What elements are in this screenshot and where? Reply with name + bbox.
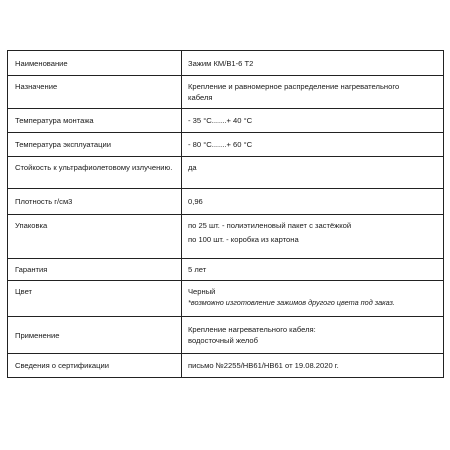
value-line: Крепление и равномерное распределение нагревательного xyxy=(188,82,400,91)
row-label: Гарантия xyxy=(8,259,182,281)
row-value xyxy=(182,189,444,215)
row-value xyxy=(182,259,444,281)
row-value xyxy=(182,281,444,317)
row-value xyxy=(182,133,444,157)
row-value xyxy=(182,354,444,378)
row-value xyxy=(182,317,444,354)
row-value xyxy=(182,109,444,133)
value-line: Крепление нагревательного кабеля: xyxy=(188,325,316,334)
row-label: Упаковка xyxy=(8,215,182,259)
table-row xyxy=(8,133,444,157)
row-value xyxy=(182,215,444,259)
row-label: Применение xyxy=(8,317,182,354)
value-line: - 80 °С.......+ 60 °С xyxy=(188,140,253,149)
table-row xyxy=(8,281,444,317)
table-row xyxy=(8,76,444,109)
row-label: Цвет xyxy=(8,281,182,317)
row-label: Температура монтажа xyxy=(8,109,182,133)
row-label: Температура эксплуатации xyxy=(8,133,182,157)
value-line: 5 лет xyxy=(188,265,207,274)
table-row xyxy=(8,259,444,281)
value-line: письмо №2255/НВ61/НВ61 от 19.08.2020 г. xyxy=(188,361,339,370)
row-label: Плотность г/см3 xyxy=(8,189,182,215)
row-label: Сведения о сертификации xyxy=(8,354,182,378)
value-line: Черный xyxy=(188,287,216,296)
table-row xyxy=(8,215,444,259)
table-row xyxy=(8,317,444,354)
row-label: Наименование xyxy=(8,51,182,76)
value-line: кабеля xyxy=(188,93,213,102)
value-line: - 35 °С.......+ 40 °С xyxy=(188,116,253,125)
row-value xyxy=(182,157,444,189)
value-line: водосточный желоб xyxy=(188,336,259,345)
table-row xyxy=(8,109,444,133)
value-line: по 25 шт. - полиэтиленовый пакет с застёжкой xyxy=(188,221,352,230)
table-row xyxy=(8,354,444,378)
value-line: да xyxy=(188,163,197,172)
table-row xyxy=(8,189,444,215)
spec-table xyxy=(7,50,444,378)
value-line: Зажим КМ/В1-6 Т2 xyxy=(188,58,254,68)
row-value xyxy=(182,76,444,109)
value-note: *возможно изготовление зажимов другого цвета под заказ. xyxy=(188,298,395,307)
table-row xyxy=(8,51,444,76)
table-row xyxy=(8,157,444,189)
row-value xyxy=(182,51,444,76)
value-line: 0,96 xyxy=(188,197,203,206)
value-line: по 100 шт. - коробка из картона xyxy=(188,235,299,244)
row-label: Назначение xyxy=(8,76,182,109)
row-label: Стойкость к ультрафиолетовому излучению. xyxy=(8,157,182,189)
